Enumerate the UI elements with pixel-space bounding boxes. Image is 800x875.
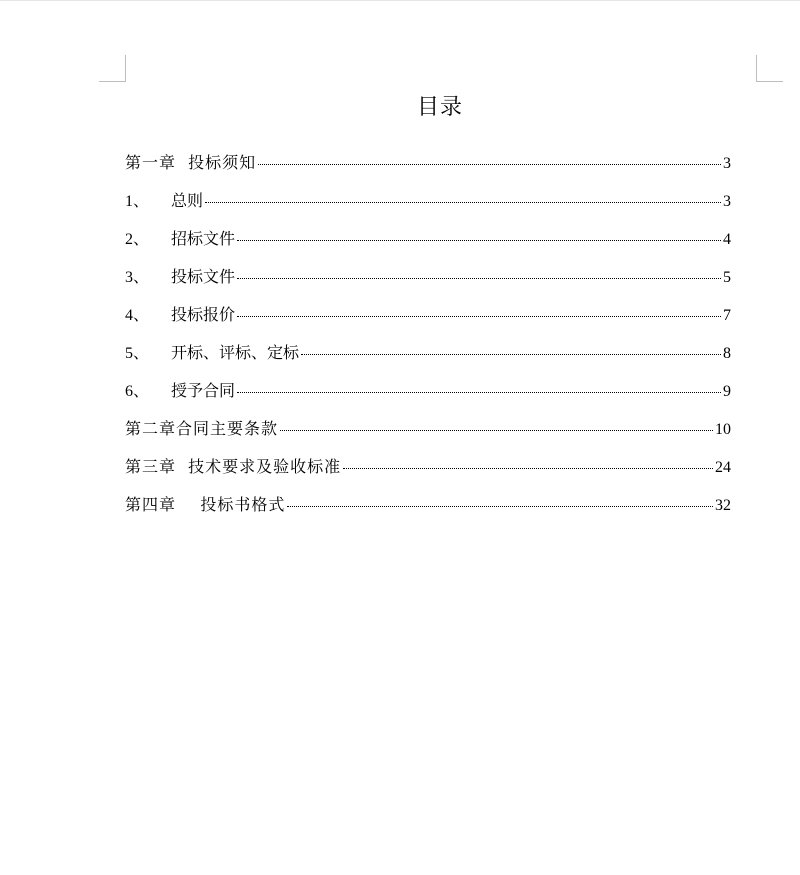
toc-entry-section-6[interactable] [125,379,731,417]
toc-entry-number: 5、 [125,345,150,362]
toc-entry-label: 开标、评标、定标 [171,343,300,362]
toc-entry-section-3[interactable] [125,265,731,303]
toc-dot-leader [237,240,721,241]
toc-entry-label: 第三章 技术要求及验收标准 [125,457,342,476]
toc-entry-number: 4、 [125,307,150,324]
toc-entry-page: 32 [715,497,731,514]
toc-entry-label: 第一章 投标须知 [125,153,257,172]
page-top-border [0,0,800,1]
toc-entry-label: 第二章合同主要条款 [125,419,279,438]
toc-dot-leader [301,354,721,355]
toc-entry-section-1[interactable] [125,189,731,227]
toc-entry-label: 投标报价 [171,305,236,324]
toc-entry-page: 24 [715,459,731,476]
toc-entry-page: 8 [723,345,731,362]
toc-dot-leader [343,468,713,469]
toc-dot-leader [237,392,721,393]
table-of-contents [125,151,731,531]
toc-entry-label: 投标文件 [171,267,236,286]
toc-dot-leader [280,430,713,431]
toc-entry-page: 4 [723,231,731,248]
toc-entry-chapter-2[interactable] [125,417,731,455]
toc-dot-leader [237,278,721,279]
toc-dot-leader [237,316,721,317]
toc-entry-chapter-4[interactable] [125,493,731,531]
toc-entry-page: 10 [715,421,731,438]
toc-entry-number: 3、 [125,269,150,286]
toc-entry-page: 5 [723,269,731,286]
toc-entry-number: 6、 [125,383,150,400]
toc-entry-page: 3 [723,155,731,172]
toc-entry-chapter-1[interactable] [125,151,731,189]
margin-corner-mark-right [756,55,783,82]
toc-dot-leader [258,164,721,165]
toc-entry-label: 招标文件 [171,229,236,248]
toc-entry-section-4[interactable] [125,303,731,341]
margin-corner-mark-left [99,55,126,82]
toc-entry-label: 总则 [171,191,204,210]
toc-entry-number: 1、 [125,193,150,210]
toc-entry-label: 第四章 投标书格式 [125,495,286,514]
toc-entry-section-5[interactable] [125,341,731,379]
toc-entry-number: 2、 [125,231,150,248]
toc-entry-page: 3 [723,193,731,210]
toc-dot-leader [205,202,721,203]
toc-entry-page: 7 [723,307,731,324]
toc-entry-chapter-3[interactable] [125,455,731,493]
toc-entry-section-2[interactable] [125,227,731,265]
toc-entry-page: 9 [723,383,731,400]
toc-entry-label: 授予合同 [171,381,236,400]
toc-title: 目录 [416,95,463,120]
toc-dot-leader [287,506,713,507]
